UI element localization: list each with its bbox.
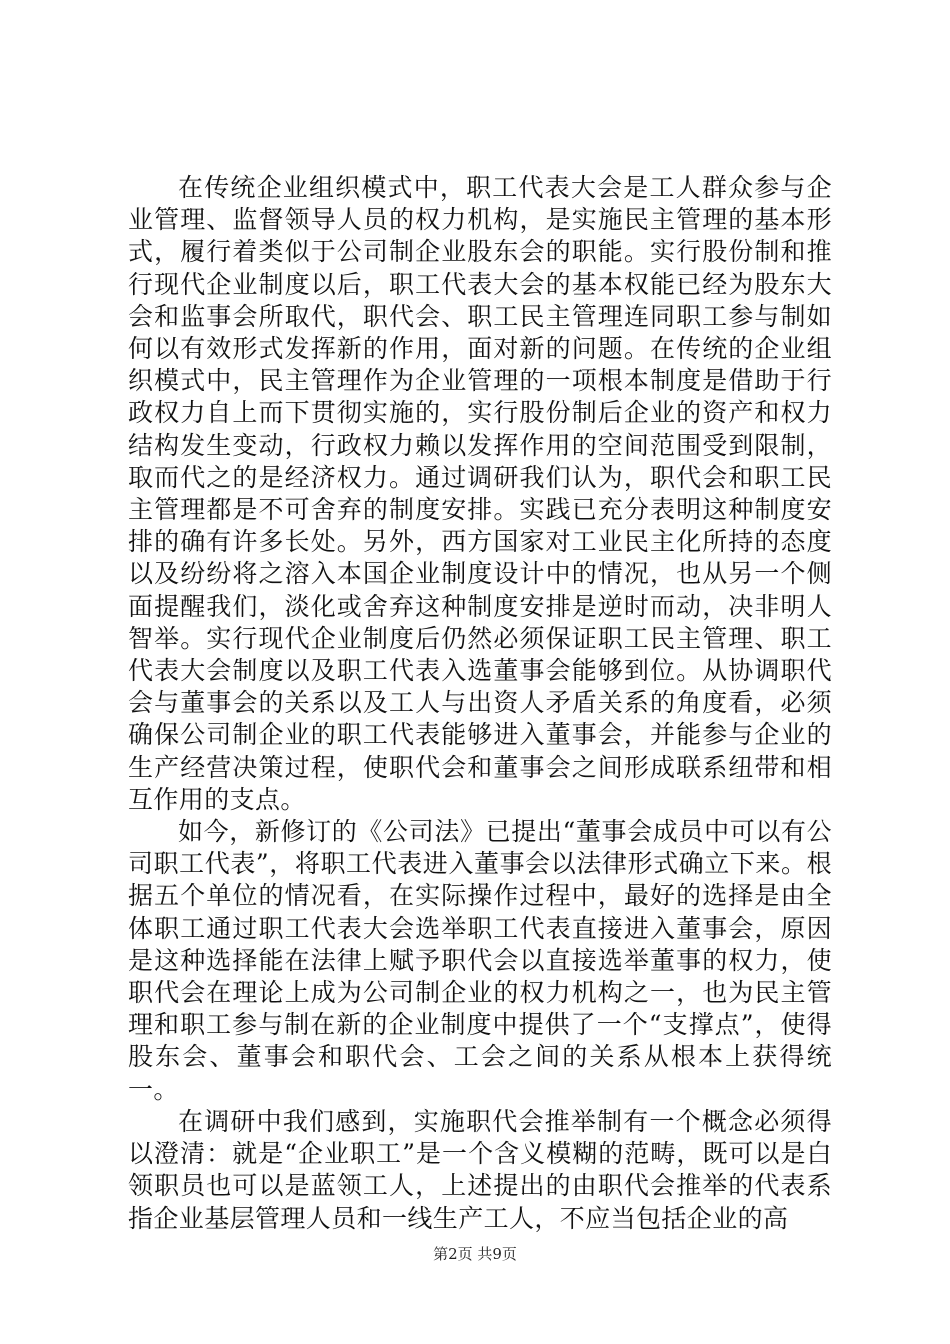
paragraph-1: 在传统企业组织模式中，职工代表大会是工人群众参与企业管理、监督领导人员的权力机构，是实施民主管理的基本形式，履行着类似于公司制企业股东会的职能。实行股份制和推行现代企业制度以后，职工代表大会的基本权能已经为股东大会和监事会所取代，职代会、职工民主管理连同职工参与制如何以有效形式发挥新的作用，面对新的问题。在传统的企业组织模式中，民主管理作为企业管理的一项根本制度是借助于行政权力自上而下贯彻实施的，实行股份制后企业的资产和权力结构发生变动，行政权力赖以发挥作用的空间范围受到限制，取而代之的是经济权力。通过调研我们认为，职代会和职工民主管理都是不可舍弃的制度安排。实践已充分表明这种制度安排的确有许多长处。另外，西方国家对工业民主化所持的态度以及纷纷将之溶入本国企业制度设计中的情况，也从另一个侧面提醒我们，淡化或舍弃这种制度安排是逆时而动，决非明人智举。实行现代企业制度后仍然必须保证职工民主管理、职工代表大会制度以及职工代表入选董事会能够到位。从协调职代会与董事会的关系以及工人与出资人矛盾关系的角度看，必须确保公司制企业的职工代表能够进入董事会，并能参与企业的生产经营决策过程，使职代会和董事会之间形成联系纽带和相互作用的支点。: [128, 173, 832, 814]
paragraph-3: 在调研中我们感到，实施职代会推举制有一个概念必须得以澄清：就是“企业职工”是一个含义模糊的范畴，既可以是白领职员也可以是蓝领工人，上述提出的由职代会推举的代表系指企业基层管理人员和一线生产工人，不应当包括企业的高: [128, 1106, 832, 1233]
page-footer: 第2页 共9页: [433, 1245, 517, 1263]
paragraph-2: 如今，新修订的《公司法》已提出“董事会成员中可以有公司职工代表”，将职工代表进入董事会以法律形式确立下来。根据五个单位的情况看，在实际操作过程中，最好的选择是由全体职工通过职工代表大会选举职工代表直接进入董事会，原因是这种选择能在法律上赋予职代会以直接选举董事的权力，使职代会在理论上成为公司制企业的权力机构之一，也为民主管理和职工参与制在新的企业制度中提供了一个“支撑点”，使得股东会、董事会和职代会、工会之间的关系从根本上获得统一。: [128, 817, 832, 1104]
document-body: [128, 172, 832, 1235]
